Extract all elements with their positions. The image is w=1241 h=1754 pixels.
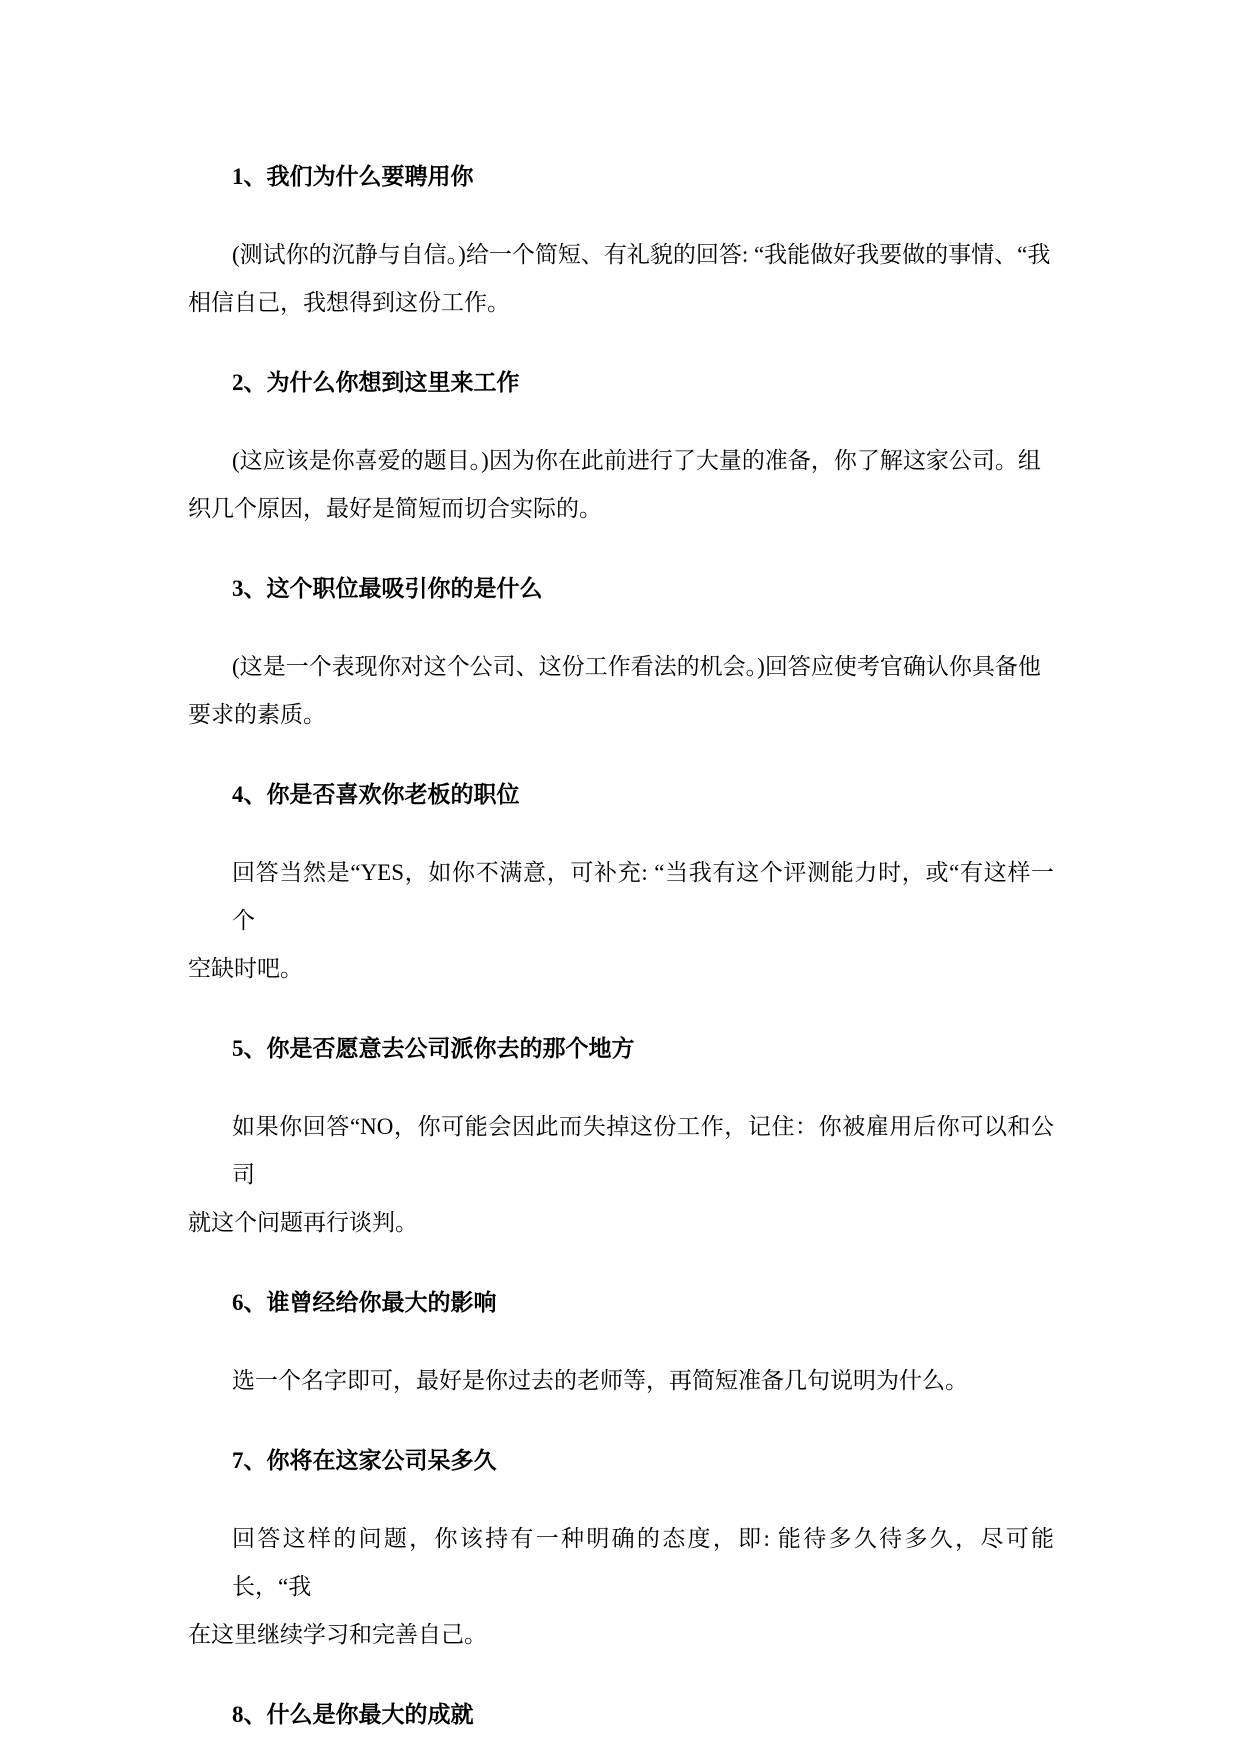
answer-2: [188, 437, 1054, 533]
question-2-heading: 2、为什么你想到这里来工作: [232, 370, 520, 395]
answer-line: 空缺时吧。: [188, 956, 303, 981]
answer-line: 织几个原因，最好是简短而切合实际的。: [188, 496, 602, 521]
answer-line: 就这个问题再行谈判。: [188, 1210, 418, 1235]
document-content: [188, 153, 1054, 1739]
answer-1: [188, 231, 1054, 327]
answer-7: [188, 1515, 1054, 1659]
answer-line: 要求的素质。: [188, 702, 326, 727]
question-3-heading: 3、这个职位最吸引你的是什么: [232, 576, 543, 601]
answer-line: (这应该是你喜爱的题目。)因为你在此前进行了大量的准备，你了解这家公司。组: [232, 448, 1041, 473]
question-4-heading: 4、你是否喜欢你老板的职位: [232, 782, 520, 807]
answer-6: [188, 1357, 1054, 1405]
question-5-heading: 5、你是否愿意去公司派你去的那个地方: [232, 1036, 635, 1061]
answer-line: 回答当然是“YES，如你不满意，可补充: “当我有这个评测能力时，或“有这样一个: [232, 860, 1054, 933]
answer-line: 选一个名字即可，最好是你过去的老师等，再简短准备几句说明为什么。: [232, 1368, 968, 1393]
question-1-heading: 1、我们为什么要聘用你: [232, 164, 474, 189]
question-7-heading: 7、你将在这家公司呆多久: [232, 1448, 497, 1473]
answer-line: 在这里继续学习和完善自己。: [188, 1622, 487, 1647]
answer-line: 相信自己，我想得到这份工作。: [188, 290, 510, 315]
answer-line: 回答这样的问题，你该持有一种明确的态度，即: 能待多久待多久，尽可能长，“我: [232, 1526, 1054, 1599]
answer-line: 如果你回答“NO，你可能会因此而失掉这份工作，记住：你被雇用后你可以和公司: [232, 1114, 1054, 1187]
answer-3: [188, 643, 1054, 739]
question-6-heading: 6、谁曾经给你最大的影响: [232, 1290, 497, 1315]
question-8-heading: 8、什么是你最大的成就: [232, 1702, 474, 1727]
answer-line: (这是一个表现你对这个公司、这份工作看法的机会。)回答应使考官确认你具备他: [232, 654, 1041, 679]
answer-5: [188, 1103, 1054, 1247]
answer-4: [188, 849, 1054, 993]
answer-line: (测试你的沉静与自信。)给一个简短、有礼貌的回答: “我能做好我要做的事情、“我: [232, 242, 1051, 267]
